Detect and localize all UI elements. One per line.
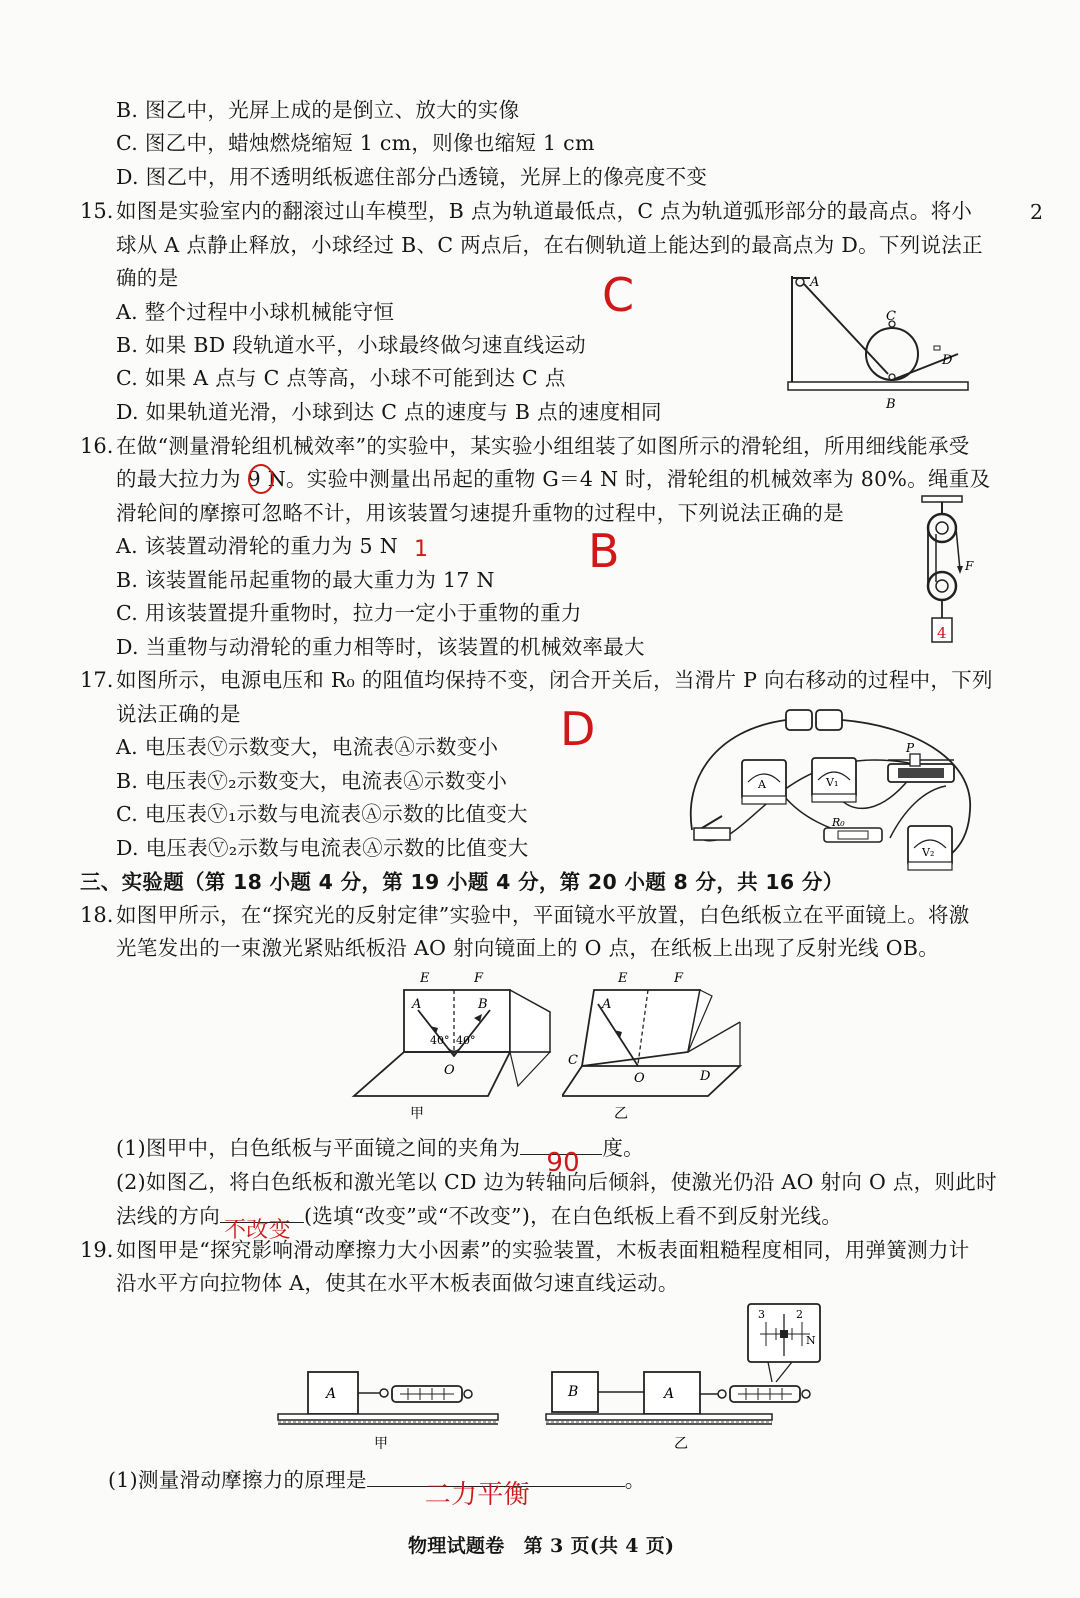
q17-number: 17.	[80, 668, 114, 692]
q16-option-c: C. 用该装置提升重物时，拉力一定小于重物的重力	[116, 601, 582, 625]
q16-handwritten-answer: B	[588, 524, 620, 578]
q15-rollercoaster-figure	[780, 262, 980, 418]
q18-yi-label-f: F	[674, 971, 684, 986]
q18-answer-2-blank	[220, 1218, 304, 1243]
q18-jia-label-b: B	[478, 997, 488, 1012]
q18-yi-caption: 乙	[614, 1106, 628, 1122]
q19-number: 19.	[80, 1238, 114, 1262]
q19-part-1-suffix: 。	[624, 1468, 646, 1492]
q19-part-1	[108, 1466, 646, 1510]
q19-stem-2: 沿水平方向拉物体 A，使其在水平木板表面做匀速直线运动。	[116, 1271, 679, 1295]
q18-yi-label-d: D	[700, 1069, 711, 1084]
q18-part-1-suffix: 度。	[602, 1136, 644, 1160]
q17-label-r0: R₀	[832, 816, 845, 829]
q14-option-b: B. 图乙中，光屏上成的是倒立、放大的实像	[116, 98, 520, 122]
q16-option-b: B. 该装置能吊起重物的最大重力为 17 N	[116, 568, 495, 592]
q18-yi-label-a: A	[602, 997, 612, 1012]
q16-option-a: A. 该装置动滑轮的重力为 5 N	[116, 534, 398, 558]
q18-part-2-line-1: (2)如图乙，将白色纸板和激光笔以 CD 边为转轴向后倾斜，使激光仍沿 AO 射向 O 点，则此时	[116, 1170, 997, 1194]
q15-option-c: C. 如果 A 点与 C 点等高，小球不可能到达 C 点	[116, 366, 566, 390]
side-number: 2	[1030, 200, 1044, 224]
q16-stem-1: 在做“测量滑轮组机械效率”的实验中，某实验小组组装了如图所示的滑轮组，所用细线能承受	[116, 434, 970, 458]
q18-jia-label-e: E	[420, 971, 430, 986]
q18-part-2-line-2	[116, 1202, 843, 1243]
q19-answer-1-blank	[367, 1480, 625, 1510]
q18-figure-yi	[562, 966, 752, 1130]
q19-jia-caption: 甲	[374, 1436, 388, 1452]
q17-label-v1: V₁	[826, 776, 839, 789]
q15-stem-1: 如图是实验室内的翻滚过山车模型，B 点为轨道最低点，C 点为轨道弧形部分的最高点。将小	[116, 199, 973, 223]
q16-stem-2: 的最大拉力为 9 N。实验中测量出吊起的重物 G＝4 N 时，滑轮组的机械效率为 80%。绳重及	[116, 467, 991, 491]
q16-number: 16.	[80, 434, 114, 458]
q18-yi-label-e: E	[618, 971, 628, 986]
q15-label-b: B	[886, 397, 896, 412]
q14-option-d: D. 图乙中，用不透明纸板遮住部分凸透镜，光屏上的像亮度不变	[116, 165, 708, 189]
q15-option-d: D. 如果轨道光滑，小球到达 C 点的速度与 B 点的速度相同	[116, 400, 662, 424]
q15-label-a: A	[810, 275, 820, 290]
q18-figure-jia	[344, 966, 564, 1130]
q18-yi-label-c: C	[568, 1053, 578, 1068]
q15-option-a: A. 整个过程中小球机械能守恒	[116, 300, 395, 324]
q19-yi-label-b: B	[568, 1384, 579, 1400]
q19-stem-1: 如图甲是“探究影响滑动摩擦力大小因素”的实验装置，木板表面粗糙程度相同，用弹簧测力计	[116, 1238, 970, 1262]
q19-yi-caption: 乙	[674, 1436, 688, 1452]
q19-jia-label-a: A	[326, 1386, 337, 1402]
q18-jia-angle-2: 40°	[456, 1034, 476, 1047]
page-footer: 物理试题卷 第 3 页(共 4 页)	[408, 1535, 675, 1557]
q18-part-1-prefix: (1)图甲中，白色纸板与平面镜之间的夹角为	[116, 1136, 521, 1160]
q17-circuit-figure	[684, 700, 980, 876]
q17-stem-1: 如图所示，电源电压和 R₀ 的阻值均保持不变，闭合开关后，当滑片 P 向右移动的过程中，下列	[116, 668, 993, 692]
q16-stem-3: 滑轮间的摩擦可忽略不计，用该装置匀速提升重物的过程中，下列说法正确的是	[116, 501, 844, 525]
q16-handwritten-mark: 1	[414, 537, 428, 562]
q17-label-v2: V₂	[922, 846, 935, 859]
q15-handwritten-answer: C	[602, 268, 635, 322]
q15-option-b: B. 如果 BD 段轨道水平，小球最终做匀速直线运动	[116, 333, 586, 357]
q18-answer-2: 不改变	[224, 1218, 291, 1243]
q18-jia-label-a: A	[412, 997, 422, 1012]
q17-option-a: A. 电压表Ⓥ示数变大，电流表Ⓐ示数变小	[116, 735, 499, 759]
q18-part-2-suffix: (选填“改变”或“不改变”)，在白色纸板上看不到反射光线。	[304, 1204, 843, 1228]
q16-label-f: F	[965, 559, 974, 573]
section-3-heading: 三、实验题（第 18 小题 4 分，第 19 小题 4 分，第 20 小题 8 分，共 16 分）	[80, 870, 844, 894]
q15-stem-3: 确的是	[116, 266, 179, 290]
q18-stem-2: 光笔发出的一束激光紧贴纸板沿 AO 射向镜面上的 O 点，在纸板上出现了反射光线 OB。	[116, 936, 940, 960]
q16-weight-label: 4	[937, 624, 947, 642]
q18-jia-caption: 甲	[410, 1106, 424, 1122]
q18-part-2-prefix: 法线的方向	[116, 1204, 220, 1228]
q15-label-d: D	[942, 353, 953, 368]
q19-yi-label-a: A	[664, 1386, 675, 1402]
q18-answer-1: 90	[546, 1148, 581, 1178]
q19-yi-tick-2: 2	[796, 1308, 803, 1321]
q18-answer-1-blank	[520, 1148, 602, 1178]
q17-stem-2: 说法正确的是	[116, 702, 241, 726]
q15-number: 15.	[80, 199, 114, 223]
q17-option-c: C. 电压表Ⓥ₁示数与电流表Ⓐ示数的比值变大	[116, 802, 528, 826]
q18-yi-label-o: O	[634, 1071, 645, 1086]
q19-yi-label-n: N	[806, 1334, 816, 1347]
q16-pulley-figure	[910, 494, 980, 650]
q18-part-1	[116, 1134, 644, 1178]
q18-jia-label-f: F	[474, 971, 484, 986]
q16-option-d: D. 当重物与动滑轮的重力相等时，该装置的机械效率最大	[116, 635, 645, 659]
q17-option-d: D. 电压表Ⓥ₂示数与电流表Ⓐ示数的比值变大	[116, 836, 529, 860]
q18-stem-1: 如图甲所示，在“探究光的反射定律”实验中，平面镜水平放置，白色纸板立在平面镜上。将激	[116, 903, 970, 927]
q15-label-c: C	[886, 309, 896, 324]
q17-label-ammeter: A	[758, 778, 766, 791]
q15-stem-2: 球从 A 点静止释放，小球经过 B、C 两点后，在右侧轨道上能达到的最高点为 D。下列说法正	[116, 233, 983, 257]
q16-circle-mark	[246, 462, 276, 496]
q18-number: 18.	[80, 903, 114, 927]
q19-answer-1: 二力平衡	[424, 1480, 530, 1510]
q19-part-1-prefix: (1)测量滑动摩擦力的原理是	[108, 1468, 367, 1492]
q17-handwritten-answer: D	[560, 702, 596, 756]
q19-yi-tick-3: 3	[758, 1308, 765, 1321]
q19-figure-jia	[270, 1360, 500, 1456]
q17-label-p: P	[906, 741, 915, 755]
q18-jia-label-o: O	[444, 1063, 455, 1078]
q14-option-c: C. 图乙中，蜡烛燃烧缩短 1 cm，则像也缩短 1 cm	[116, 131, 595, 155]
q18-jia-angle-1: 40°	[430, 1034, 450, 1047]
q17-option-b: B. 电压表Ⓥ₂示数变大，电流表Ⓐ示数变小	[116, 769, 508, 793]
q19-figure-yi	[540, 1300, 830, 1460]
